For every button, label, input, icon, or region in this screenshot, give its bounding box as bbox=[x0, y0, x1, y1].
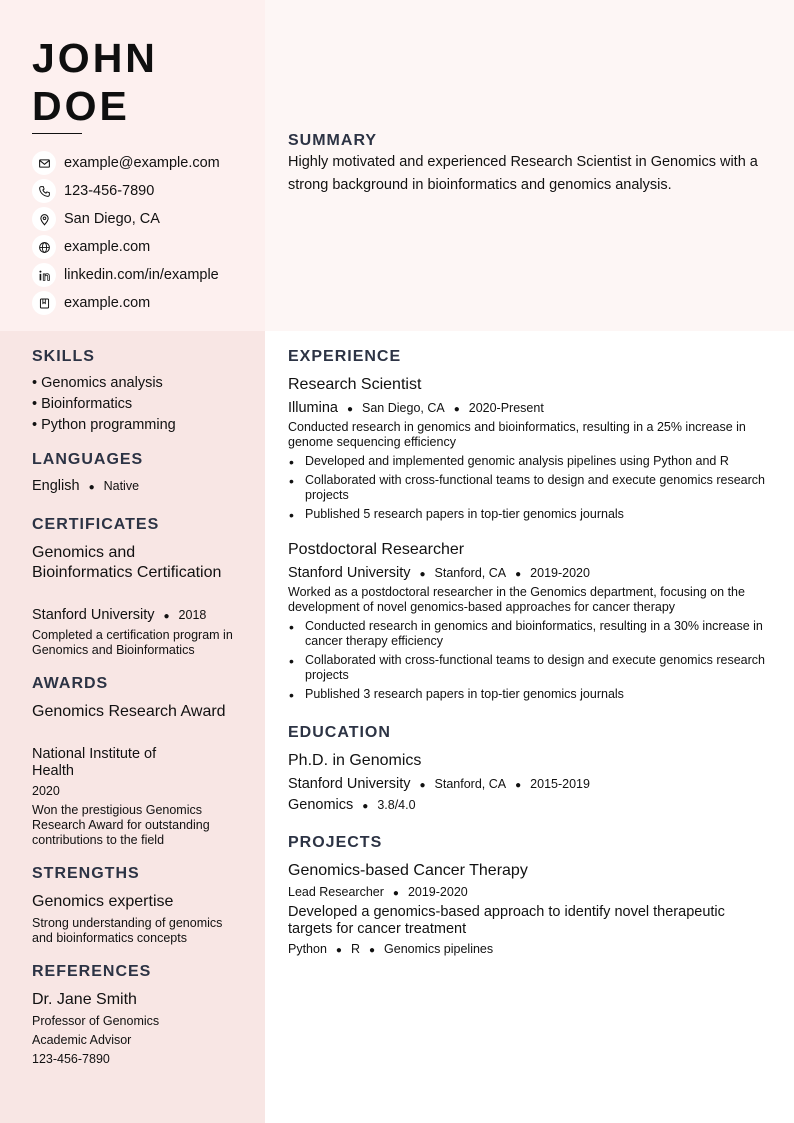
projects-heading: PROJECTS bbox=[288, 834, 383, 851]
reference-relation: Academic Advisor bbox=[32, 1033, 132, 1047]
list-item: • Collaborated with cross-functional teams to design and execute genomics research projects bbox=[288, 653, 772, 683]
award-issuer: National Institute of Health bbox=[32, 746, 157, 779]
name-line-1: JOHN bbox=[32, 35, 158, 81]
separator-dot: ● bbox=[88, 482, 95, 493]
languages-heading: LANGUAGES bbox=[32, 451, 144, 468]
project-tech bbox=[288, 942, 493, 956]
job-description: Conducted research in genomics and bioinformatics, resulting in a 25% increase in genome sequencing efficiency bbox=[288, 420, 746, 449]
list-item: • Collaborated with cross-functional teams to design and execute genomics research projects bbox=[288, 473, 772, 503]
separator-dot: ● bbox=[453, 404, 460, 415]
list-item: • Published 3 research papers in top-tier genomics journals bbox=[288, 687, 772, 702]
separator-dot: ● bbox=[515, 780, 522, 791]
award-name: Genomics Research Award bbox=[32, 703, 226, 720]
linkedin-icon bbox=[32, 263, 56, 287]
location-icon bbox=[32, 207, 56, 231]
job-meta bbox=[288, 565, 590, 581]
language-entry bbox=[32, 478, 139, 494]
strength-description: Strong understanding of genomics and bioinformatics concepts bbox=[32, 916, 223, 945]
job-dates: 2020-Present bbox=[468, 401, 544, 415]
job-company: Illumina bbox=[288, 400, 338, 416]
job-description: Worked as a postdoctoral researcher in the Genomics department, focusing on the development of novel genomics-based approaches for cancer therapy bbox=[288, 585, 745, 614]
certificates-heading: CERTIFICATES bbox=[32, 516, 160, 533]
project-meta bbox=[288, 885, 468, 899]
contact-email[interactable] bbox=[32, 151, 262, 175]
contact-location-text: San Diego, CA bbox=[64, 211, 160, 227]
separator-dot: ● bbox=[163, 611, 170, 622]
list-item: • Conducted research in genomics and bioinformatics, resulting in a 30% increase in cancer therapy efficiency bbox=[288, 619, 772, 649]
language-name: English bbox=[32, 478, 80, 494]
education-field-meta bbox=[288, 797, 416, 813]
globe-icon bbox=[32, 235, 56, 259]
project-description: Developed a genomics-based approach to identify novel therapeutic targets for cancer treatment bbox=[288, 904, 725, 937]
mail-icon bbox=[32, 151, 56, 175]
awards-heading: AWARDS bbox=[32, 675, 109, 692]
contact-location bbox=[32, 207, 262, 231]
reference-phone: 123-456-7890 bbox=[32, 1052, 110, 1066]
references-heading: REFERENCES bbox=[32, 963, 152, 980]
education-degree: Ph.D. in Genomics bbox=[288, 752, 422, 769]
contact-portfolio[interactable] bbox=[32, 291, 262, 315]
project-role: Lead Researcher bbox=[288, 885, 384, 899]
education-heading: EDUCATION bbox=[288, 724, 391, 741]
award-description: Won the prestigious Genomics Research Award for outstanding contributions to the field bbox=[32, 803, 210, 847]
skill-item: • Genomics analysis bbox=[32, 375, 163, 391]
separator-dot: ● bbox=[419, 569, 426, 580]
name-divider bbox=[32, 133, 82, 134]
separator-dot: ● bbox=[346, 404, 354, 415]
contact-linkedin[interactable] bbox=[32, 263, 262, 287]
separator-dot: ● bbox=[362, 801, 369, 812]
certificate-meta bbox=[32, 607, 206, 623]
job-title: Postdoctoral Researcher bbox=[288, 541, 465, 558]
job-title: Research Scientist bbox=[288, 376, 422, 393]
summary-text: Highly motivated and experienced Research Scientist in Genomics with a strong background in bioinformatics and genomics analysis. bbox=[288, 154, 758, 193]
name-line-2: DOE bbox=[32, 83, 130, 129]
skill-item: • Bioinformatics bbox=[32, 396, 133, 412]
contact-email-text: example@example.com bbox=[64, 155, 220, 171]
contact-portfolio-text: example.com bbox=[64, 295, 151, 311]
skill-item: • Python programming bbox=[32, 417, 176, 433]
bookmark-icon bbox=[32, 291, 56, 315]
education-gpa: 3.8/4.0 bbox=[377, 798, 416, 812]
education-dates: 2015-2019 bbox=[530, 777, 590, 791]
list-item: • Developed and implemented genomic analysis pipelines using Python and R bbox=[288, 454, 772, 469]
education-location: Stanford, CA bbox=[434, 777, 507, 791]
contact-phone-text: 123-456-7890 bbox=[64, 183, 155, 199]
separator-dot: ● bbox=[369, 945, 376, 956]
phone-icon bbox=[32, 179, 56, 203]
contact-website[interactable] bbox=[32, 235, 262, 259]
reference-role: Professor of Genomics bbox=[32, 1014, 160, 1028]
contact-website-text: example.com bbox=[64, 239, 151, 255]
job-meta bbox=[288, 400, 544, 416]
education-meta bbox=[288, 776, 590, 792]
job-location: Stanford, CA bbox=[434, 566, 507, 580]
certificate-description: Completed a certification program in Genomics and Bioinformatics bbox=[32, 628, 233, 657]
list-item: • Published 5 research papers in top-tier genomics journals bbox=[288, 507, 772, 522]
skills-list bbox=[32, 373, 176, 436]
contact-linkedin-text: linkedin.com/in/example bbox=[64, 267, 219, 283]
certificate-issuer: Stanford University bbox=[32, 607, 155, 623]
certificate-name: Genomics and Bioinformatics Certification bbox=[32, 544, 222, 581]
strength-name: Genomics expertise bbox=[32, 893, 174, 910]
strengths-heading: STRENGTHS bbox=[32, 865, 140, 882]
job-dates: 2019-2020 bbox=[530, 566, 590, 580]
tech-item: R bbox=[350, 942, 360, 956]
skills-heading: SKILLS bbox=[32, 348, 95, 365]
project-name: Genomics-based Cancer Therapy bbox=[288, 862, 528, 879]
education-field: Genomics bbox=[288, 797, 354, 813]
certificate-year: 2018 bbox=[178, 608, 207, 622]
separator-dot: ● bbox=[335, 945, 342, 956]
reference-name: Dr. Jane Smith bbox=[32, 991, 137, 1008]
separator-dot: ● bbox=[392, 888, 399, 899]
experience-heading: EXPERIENCE bbox=[288, 348, 402, 365]
separator-dot: ● bbox=[419, 780, 426, 791]
separator-dot: ● bbox=[515, 569, 522, 580]
job-bullets bbox=[288, 619, 772, 706]
education-school: Stanford University bbox=[288, 776, 411, 792]
job-location: San Diego, CA bbox=[362, 401, 445, 415]
language-level: Native bbox=[103, 479, 140, 493]
job-company: Stanford University bbox=[288, 565, 411, 581]
tech-item: Genomics pipelines bbox=[384, 942, 494, 956]
contact-phone[interactable] bbox=[32, 179, 262, 203]
award-year: 2020 bbox=[32, 784, 60, 798]
candidate-name bbox=[32, 34, 158, 130]
project-dates: 2019-2020 bbox=[407, 885, 468, 899]
summary-heading: SUMMARY bbox=[288, 132, 378, 149]
tech-item: Python bbox=[288, 942, 327, 956]
job-bullets bbox=[288, 454, 772, 526]
